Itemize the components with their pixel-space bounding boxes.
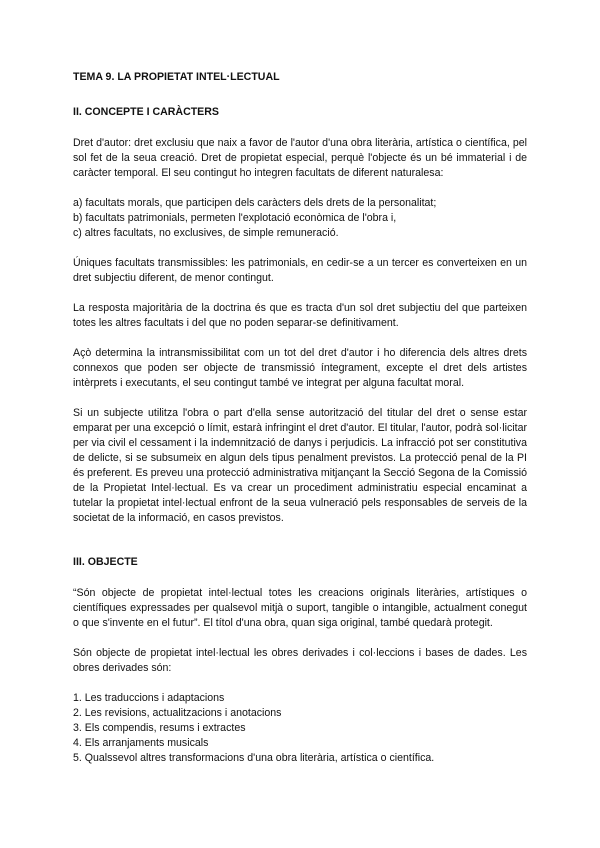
document-body bbox=[73, 70, 527, 781]
facultats-list bbox=[73, 196, 527, 241]
section-heading-objecte: III. OBJECTE bbox=[73, 556, 138, 568]
paragraph: Açò determina la intransmissibilitat com un tot del dret d'autor i ho diferencia dels altres drets connexos que poden ser objecte de transmissió íntegrament, excepte el dret dels artistes intèrprets i executants, el seu contingut també ve integrat per alguna facultat moral. bbox=[73, 347, 527, 389]
obres-derivades-list bbox=[73, 691, 527, 766]
list-item: c) altres facultats, no exclusives, de simple remuneració. bbox=[73, 227, 339, 239]
list-item: 4. Els arranjaments musicals bbox=[73, 737, 209, 749]
list-item: 1. Les traduccions i adaptacions bbox=[73, 692, 225, 704]
paragraph: La resposta majoritària de la doctrina és que es tracta d'un sol dret subjectiu del que parteixen totes les altres facultats i del que no poden separar-se definitivament. bbox=[73, 302, 527, 329]
paragraph: Dret d'autor: dret exclusiu que naix a favor de l'autor d'una obra literària, artística o científica, pel sol fet de la seua creació. Dret de propietat especial, perquè l'objecte és un bé immaterial i de caràcter temporal. El seu contingut ho integren facultats de diferent naturalesa: bbox=[73, 137, 527, 179]
paragraph: Úniques facultats transmissibles: les patrimonials, en cedir-se a un tercer es converteixen en un dret subjectiu diferent, de menor contingut. bbox=[73, 257, 527, 284]
list-item: b) facultats patrimonials, permeten l'explotació econòmica de l'obra i, bbox=[73, 212, 397, 224]
document-title: TEMA 9. LA PROPIETAT INTEL·LECTUAL bbox=[73, 71, 280, 83]
list-item: 3. Els compendis, resums i extractes bbox=[73, 722, 246, 734]
section-heading-concepte: II. CONCEPTE I CARÀCTERS bbox=[73, 106, 219, 118]
paragraph: Són objecte de propietat intel·lectual les obres derivades i col·leccions i bases de dades. Les obres derivades són: bbox=[73, 647, 527, 674]
list-item: 2. Les revisions, actualitzacions i anotacions bbox=[73, 707, 282, 719]
paragraph: “Són objecte de propietat intel·lectual totes les creacions originals literàries, artístiques o científiques expressades per qualsevol mitjà o suport, tangible o intangible, actualment conegut o que s'invente en el futur”. El títol d'una obra, quan siga original, també quedarà protegit. bbox=[73, 587, 527, 629]
list-item: 5. Qualssevol altres transformacions d'una obra literària, artística o científica. bbox=[73, 752, 435, 764]
list-item: a) facultats morals, que participen dels caràcters dels drets de la personalitat; bbox=[73, 197, 437, 209]
paragraph: Si un subjecte utilitza l'obra o part d'ella sense autorització del titular del dret o sense estar emparat per una excepció o límit, estarà infringint el dret d'autor. El titular, l'autor, podrà sol·licitar per via civil el cessament i la indemnització de danys i perjudicis. La infracció pot ser constitutiva de delicte, si se subsumeix en algun dels tipus penalment previstos. La protecció penal de la PI és preferent. Es preveu una protecció administrativa mitjançant la Secció Segona de la Comissió de la Propietat Intel·lectual. Es va crear un procediment administratiu especial encaminat a tutelar la propietat intel·lectual enfront de la seua vulneració pels responsables de serveis de la societat de la informació, en casos previstos. bbox=[73, 407, 528, 524]
